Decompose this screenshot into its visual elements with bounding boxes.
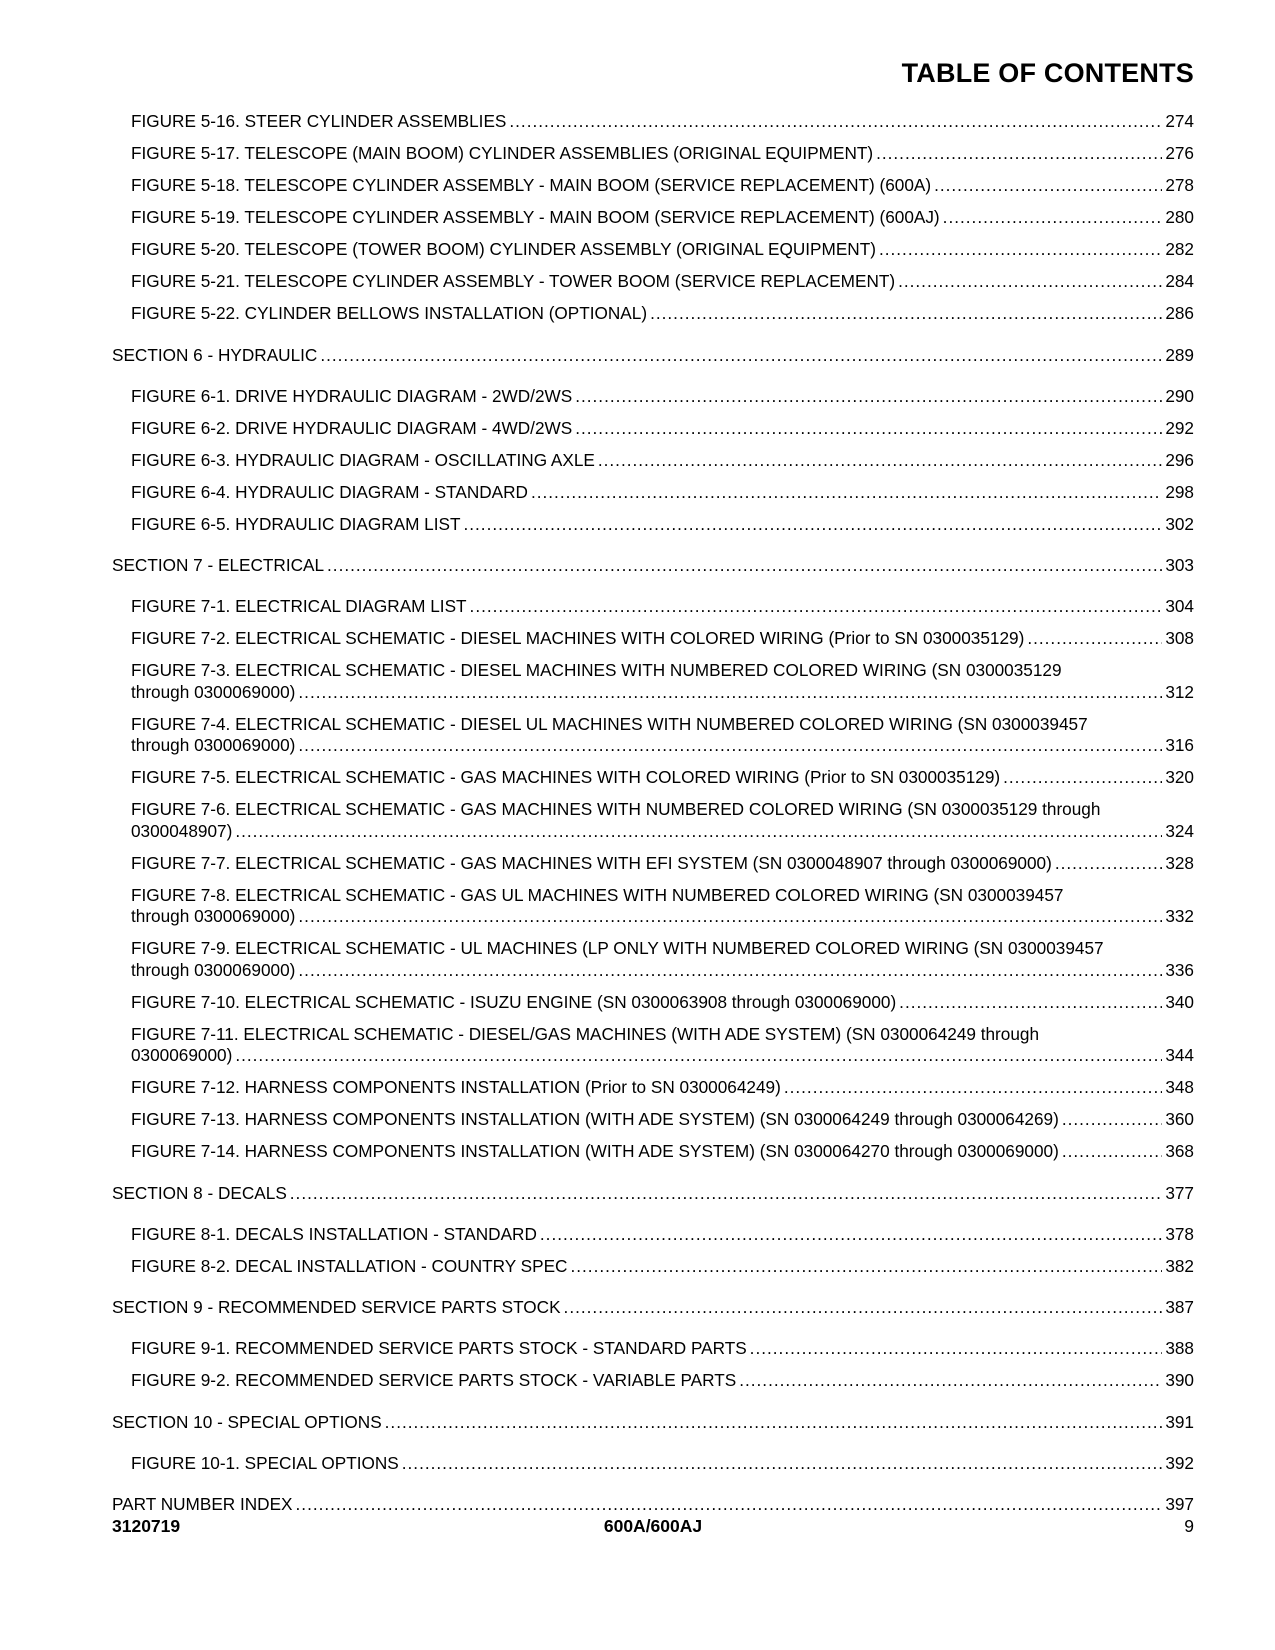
dot-leader (509, 111, 1162, 133)
dot-leader (235, 1045, 1162, 1067)
dot-leader (298, 735, 1162, 757)
dot-leader (575, 386, 1162, 408)
toc-entry-text: FIGURE 7-4. ELECTRICAL SCHEMATIC - DIESEL UL MACHINES WITH NUMBERED COLORED WIRING (SN 0300039457 (131, 713, 1088, 734)
toc-entry-continuation (131, 682, 1194, 704)
toc-entry-text-continued: through 0300069000) (131, 906, 296, 926)
toc-entry-figure[interactable] (112, 1370, 1194, 1392)
dot-leader (598, 450, 1162, 472)
toc-page-number: 324 (1165, 820, 1194, 841)
toc-page-number: 348 (1165, 1077, 1194, 1097)
toc-entry-text-continued: 0300048907) (131, 820, 233, 841)
toc-entry-text: FIGURE 7-7. ELECTRICAL SCHEMATIC - GAS MACHINES WITH EFI SYSTEM (SN 0300048907 through 0300069000) (131, 852, 1052, 873)
toc-entry-text: SECTION 8 - DECALS (112, 1182, 287, 1203)
toc-entry-figure[interactable] (112, 175, 1194, 197)
toc-entry-text: FIGURE 6-5. HYDRAULIC DIAGRAM LIST (131, 513, 461, 534)
table-of-contents (112, 111, 1194, 1535)
toc-entry-text: FIGURE 8-1. DECALS INSTALLATION - STANDARD (131, 1223, 537, 1244)
toc-entry-figure[interactable] (112, 1338, 1194, 1360)
toc-page-number: 298 (1165, 481, 1194, 502)
model-name: 600A/600AJ (603, 1516, 703, 1536)
toc-entry-figure[interactable] (112, 992, 1194, 1014)
toc-page-number: 280 (1165, 207, 1194, 227)
toc-entry-figure[interactable] (112, 799, 1194, 842)
toc-entry-continuation (131, 906, 1194, 928)
toc-entry-figure[interactable] (112, 1024, 1194, 1067)
toc-page-number: 292 (1165, 417, 1194, 438)
dot-leader (879, 239, 1162, 261)
toc-entry-section[interactable] (112, 1412, 1194, 1434)
toc-entry-figure[interactable] (112, 303, 1194, 325)
toc-entry-text: FIGURE 7-12. HARNESS COMPONENTS INSTALLATION (Prior to SN 0300064249) (131, 1077, 781, 1097)
toc-entry-figure[interactable] (112, 418, 1194, 440)
toc-entry-text: FIGURE 7-14. HARNESS COMPONENTS INSTALLATION (WITH ADE SYSTEM) (SN 0300064270 through 0300069000) (131, 1141, 1059, 1161)
toc-entry-figure[interactable] (112, 1224, 1194, 1246)
toc-page-number: 289 (1165, 344, 1194, 365)
dot-leader (385, 1412, 1163, 1434)
toc-page-number: 302 (1165, 513, 1194, 534)
toc-entry-figure[interactable] (112, 207, 1194, 229)
toc-entry-figure[interactable] (112, 111, 1194, 133)
toc-entry-figure[interactable] (112, 1109, 1194, 1131)
dot-leader (540, 1224, 1162, 1246)
toc-entry-text: FIGURE 5-17. TELESCOPE (MAIN BOOM) CYLINDER ASSEMBLIES (ORIGINAL EQUIPMENT) (131, 143, 874, 163)
toc-entry-text: SECTION 7 - ELECTRICAL (112, 555, 325, 575)
toc-entry-section[interactable] (112, 555, 1194, 577)
toc-entry-text: FIGURE 7-5. ELECTRICAL SCHEMATIC - GAS MACHINES WITH COLORED WIRING (Prior to SN 0300035129) (131, 767, 1001, 787)
toc-entry-section[interactable] (112, 345, 1194, 367)
dot-leader (327, 555, 1162, 577)
toc-page-number: 286 (1165, 303, 1194, 323)
toc-page-number: 282 (1165, 239, 1194, 259)
toc-page-number: 392 (1165, 1452, 1194, 1473)
dot-leader (290, 1183, 1163, 1205)
toc-entry-text: FIGURE 5-16. STEER CYLINDER ASSEMBLIES (131, 111, 507, 131)
toc-entry-text: FIGURE 7-6. ELECTRICAL SCHEMATIC - GAS MACHINES WITH NUMBERED COLORED WIRING (SN 0300035129 through (131, 799, 1101, 819)
toc-entry-text: FIGURE 9-2. RECOMMENDED SERVICE PARTS STOCK - VARIABLE PARTS (131, 1370, 737, 1390)
toc-entry-text: SECTION 6 - HYDRAULIC (112, 344, 318, 365)
toc-entry-text: FIGURE 6-2. DRIVE HYDRAULIC DIAGRAM - 4WD/2WS (131, 417, 573, 438)
toc-entry-section[interactable] (112, 1297, 1194, 1319)
toc-entry-text: FIGURE 7-1. ELECTRICAL DIAGRAM LIST (131, 596, 467, 616)
toc-entry-text: FIGURE 7-8. ELECTRICAL SCHEMATIC - GAS UL MACHINES WITH NUMBERED COLORED WIRING (SN 0300039457 (131, 884, 1064, 905)
page-number: 9 (1184, 1516, 1194, 1536)
toc-page-number: 397 (1165, 1494, 1194, 1514)
dot-leader (1062, 1141, 1162, 1163)
toc-page-number: 344 (1165, 1045, 1194, 1065)
toc-page-number: 377 (1165, 1182, 1194, 1203)
toc-entry-figure[interactable] (112, 938, 1194, 981)
toc-entry-text-continued: through 0300069000) (131, 681, 296, 702)
toc-entry-text: FIGURE 5-18. TELESCOPE CYLINDER ASSEMBLY - MAIN BOOM (SERVICE REPLACEMENT) (600A) (131, 175, 932, 195)
dot-leader (298, 682, 1162, 704)
dot-leader (934, 175, 1162, 197)
dot-leader (739, 1370, 1162, 1392)
toc-page-number: 316 (1165, 735, 1194, 755)
toc-page-number: 320 (1165, 767, 1194, 787)
dot-leader (1055, 853, 1163, 875)
toc-page-number: 312 (1165, 681, 1194, 702)
toc-entry-text: SECTION 10 - SPECIAL OPTIONS (112, 1411, 382, 1432)
toc-page-number: 278 (1165, 175, 1194, 195)
toc-page-number: 360 (1165, 1109, 1194, 1129)
toc-entry-text: FIGURE 5-20. TELESCOPE (TOWER BOOM) CYLINDER ASSEMBLY (ORIGINAL EQUIPMENT) (131, 239, 876, 259)
toc-page-number: 340 (1165, 991, 1194, 1012)
toc-entry-figure[interactable] (112, 1141, 1194, 1163)
toc-entry-figure[interactable] (112, 239, 1194, 261)
dot-leader (750, 1338, 1163, 1360)
toc-entry-text: FIGURE 7-11. ELECTRICAL SCHEMATIC - DIESEL/GAS MACHINES (WITH ADE SYSTEM) (SN 0300064249 through (131, 1023, 1040, 1044)
dot-leader (296, 1494, 1163, 1516)
toc-page-number: 368 (1165, 1141, 1194, 1161)
dot-leader (650, 303, 1162, 325)
toc-entry-figure[interactable] (112, 1453, 1194, 1475)
toc-entry-figure[interactable] (112, 767, 1194, 789)
dot-leader (1062, 1109, 1162, 1131)
toc-entry-figure[interactable] (112, 450, 1194, 472)
dot-leader (564, 1297, 1163, 1319)
dot-leader (876, 143, 1162, 165)
toc-entry-figure[interactable] (112, 853, 1194, 875)
toc-page-number: 304 (1165, 596, 1194, 616)
toc-entry-text-continued: through 0300069000) (131, 735, 296, 755)
toc-entry-continuation (131, 960, 1194, 982)
toc-entry-figure[interactable] (112, 143, 1194, 165)
toc-entry-continuation (131, 735, 1194, 757)
dot-leader (570, 1256, 1162, 1278)
dot-leader (298, 906, 1162, 928)
dot-leader (1027, 628, 1162, 650)
dot-leader (784, 1077, 1162, 1099)
toc-entry-text: PART NUMBER INDEX (112, 1494, 293, 1514)
dot-leader (899, 992, 1162, 1014)
toc-page-number: 336 (1165, 959, 1194, 980)
dot-leader (575, 418, 1162, 440)
toc-entry-figure[interactable] (112, 1256, 1194, 1278)
toc-entry-text: FIGURE 5-21. TELESCOPE CYLINDER ASSEMBLY - TOWER BOOM (SERVICE REPLACEMENT) (131, 271, 896, 291)
toc-entry-continuation (131, 821, 1194, 843)
toc-page-number: 387 (1165, 1297, 1194, 1317)
toc-entry-text: FIGURE 6-3. HYDRAULIC DIAGRAM - OSCILLATING AXLE (131, 449, 595, 470)
toc-page-number: 390 (1165, 1370, 1194, 1390)
dot-leader (320, 345, 1162, 367)
toc-entry-continuation (131, 1045, 1194, 1067)
dot-leader (298, 960, 1162, 982)
toc-entry-figure[interactable] (112, 714, 1194, 757)
toc-page-number: 290 (1165, 385, 1194, 406)
toc-page-number: 274 (1165, 111, 1194, 131)
page-title: TABLE OF CONTENTS (901, 58, 1194, 88)
toc-entry-figure[interactable] (112, 628, 1194, 650)
toc-entry-text: FIGURE 9-1. RECOMMENDED SERVICE PARTS STOCK - STANDARD PARTS (131, 1338, 747, 1358)
dot-leader (898, 271, 1162, 293)
document-number: 3120719 (112, 1516, 181, 1536)
toc-entry-figure[interactable] (112, 596, 1194, 618)
toc-entry-text: FIGURE 5-19. TELESCOPE CYLINDER ASSEMBLY - MAIN BOOM (SERVICE REPLACEMENT) (600AJ) (131, 207, 940, 227)
dot-leader (402, 1453, 1163, 1475)
toc-entry-figure[interactable] (112, 271, 1194, 293)
toc-entry-text: SECTION 9 - RECOMMENDED SERVICE PARTS STOCK (112, 1297, 561, 1317)
toc-entry-text: FIGURE 6-1. DRIVE HYDRAULIC DIAGRAM - 2WD/2WS (131, 385, 573, 406)
toc-entry-text: FIGURE 7-9. ELECTRICAL SCHEMATIC - UL MACHINES (LP ONLY WITH NUMBERED COLORED WIRING (SN 0300039457 (131, 938, 1104, 958)
dot-leader (943, 207, 1163, 229)
toc-entry-text: FIGURE 7-3. ELECTRICAL SCHEMATIC - DIESEL MACHINES WITH NUMBERED COLORED WIRING (SN 0300035129 (131, 660, 1062, 680)
toc-page-number: 378 (1165, 1223, 1194, 1244)
toc-entry-figure[interactable] (112, 660, 1194, 703)
toc-page-number: 284 (1165, 271, 1194, 291)
toc-entry-text: FIGURE 10-1. SPECIAL OPTIONS (131, 1452, 399, 1473)
toc-page-number: 391 (1165, 1411, 1194, 1432)
dot-leader (470, 596, 1163, 618)
toc-entry-text: FIGURE 5-22. CYLINDER BELLOWS INSTALLATION (OPTIONAL) (131, 303, 648, 323)
toc-page-number: 303 (1165, 555, 1194, 575)
toc-entry-text: FIGURE 7-2. ELECTRICAL SCHEMATIC - DIESEL MACHINES WITH COLORED WIRING (Prior to SN 0300035129) (131, 628, 1025, 648)
toc-page-number: 388 (1165, 1338, 1194, 1358)
toc-entry-text: FIGURE 7-10. ELECTRICAL SCHEMATIC - ISUZU ENGINE (SN 0300063908 through 0300069000) (131, 991, 897, 1012)
toc-entry-text: FIGURE 6-4. HYDRAULIC DIAGRAM - STANDARD (131, 481, 528, 502)
toc-page-number: 328 (1165, 852, 1194, 873)
toc-entry-text-continued: through 0300069000) (131, 959, 296, 980)
toc-entry-text-continued: 0300069000) (131, 1045, 233, 1065)
toc-page-number: 276 (1165, 143, 1194, 163)
toc-entry-text: FIGURE 8-2. DECAL INSTALLATION - COUNTRY SPEC (131, 1255, 568, 1276)
dot-leader (235, 821, 1162, 843)
toc-entry-section[interactable] (112, 1183, 1194, 1205)
toc-page-number: 382 (1165, 1255, 1194, 1276)
toc-entry-figure[interactable] (112, 1077, 1194, 1099)
toc-entry-figure[interactable] (112, 386, 1194, 408)
toc-entry-figure[interactable] (112, 885, 1194, 928)
dot-leader (531, 482, 1162, 504)
toc-page-number: 332 (1165, 906, 1194, 926)
toc-entry-figure[interactable] (112, 514, 1194, 536)
dot-leader (463, 514, 1162, 536)
toc-page-number: 308 (1165, 628, 1194, 648)
dot-leader (1003, 767, 1162, 789)
toc-page-number: 296 (1165, 449, 1194, 470)
toc-entry-figure[interactable] (112, 482, 1194, 504)
toc-entry-section[interactable] (112, 1494, 1194, 1516)
toc-entry-text: FIGURE 7-13. HARNESS COMPONENTS INSTALLATION (WITH ADE SYSTEM) (SN 0300064249 through 0300064269) (131, 1109, 1059, 1129)
